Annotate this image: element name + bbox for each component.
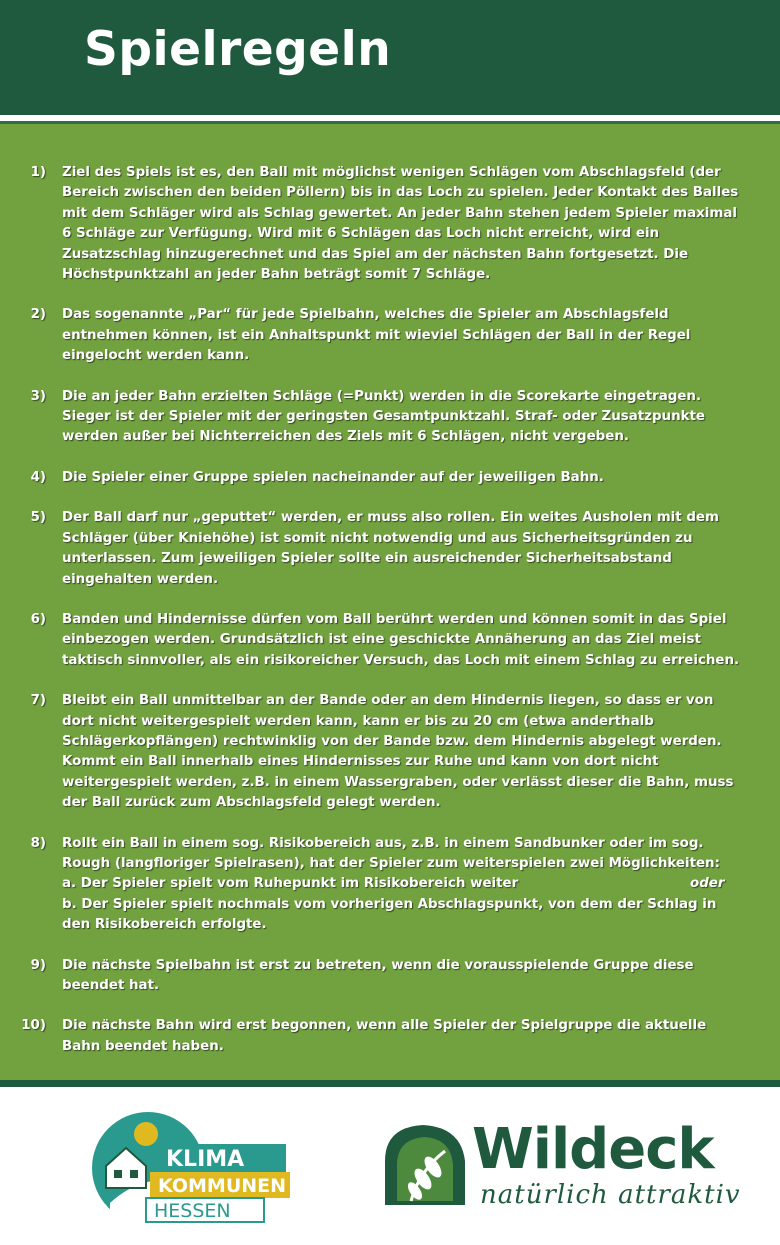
rule-text: Das sogenannte „Par“ für jede Spielbahn, welches die Spieler am Abschlagsfeld entnehmen können, ist ein Anhaltspunkt mit wieviel Schlägen der Ball in der Regel eingelocht werden kann. — [62, 307, 691, 364]
rule-text: Die nächste Spielbahn ist erst zu betreten, wenn die vorausspielende Gruppe diese beendet hat. — [62, 957, 694, 993]
rule-number: 6) — [30, 611, 46, 627]
rule-item — [0, 387, 780, 448]
rule-text: Ziel des Spiels ist es, den Ball mit möglichst wenigen Schlägen vom Abschlagsfeld (der Bereich zwischen den beiden Pöllern) bis in das Loch zu spielen. Jeder Kontakt des Balles mit dem Schläger wird als Schlag gewertet. An jeder Bahn stehen jedem Spieler maximal 6 Schläge zur Verfügung. Wird mit 6 Schlägen das Loch nicht erreicht, wird ein Zusatzschlag hinzugerechnet und das Spiel am der nächsten Bahn fortgesetzt. Die Höchstpunktzahl an jeder Bahn beträgt somit 7 Schläge. — [62, 165, 739, 283]
rule-option-a: a. Der Spieler spielt vom Ruhepunkt im Risikobereich weiter — [62, 876, 519, 892]
rule-item — [0, 1016, 780, 1057]
page-title: Spielregeln — [84, 22, 392, 77]
rule-number: 10) — [21, 1018, 46, 1034]
rule-number: 1) — [30, 165, 46, 180]
rule-item — [0, 305, 780, 366]
rule-item — [0, 610, 780, 671]
header-banner — [0, 0, 780, 115]
rule-text: Der Ball darf nur „geputtet“ werden, er muss also rollen. Ein weites Ausholen mit dem Schläger (über Kniehöhe) ist somit nicht notwendig und aus Sicherheitsgründen zu unterlassen. Zum jeweiligen Spieler sollte ein ausreichender Sicherheitsabstand eingehalten werden. — [62, 510, 719, 587]
rules-list — [0, 163, 780, 1077]
rule-option-b: b. Der Spieler spielt nochmals vom vorherigen Abschlagspunkt, von dem der Schlag in den Risikobereich erfolgte. — [62, 896, 717, 933]
rule-item — [0, 691, 780, 813]
footer-divider — [0, 1080, 780, 1087]
rule-item — [0, 834, 780, 936]
rule-text: Die an jeder Bahn erzielten Schläge (=Punkt) werden in die Scorekarte eingetragen. Sieger ist der Spieler mit der geringsten Gesamtpunktzahl. Straf- oder Zusatzpunkte werden außer bei Nichterreichen des Ziels mit 6 Schlägen, nicht vergeben. — [62, 388, 706, 445]
klima-line2: KOMMUNEN — [158, 1175, 287, 1197]
rule-text: Rollt ein Ball in einem sog. Risikobereich aus, z.B. in einem Sandbunker oder im sog. Rough (langfloriger Spielrasen), hat der Spieler zum weiterspielen zwei Möglichkeiten: — [62, 835, 720, 871]
wildeck-leaf-icon — [375, 1121, 471, 1213]
rule-number: 7) — [30, 693, 46, 709]
rule-text: Banden und Hindernisse dürfen vom Ball berührt werden und können somit in das Spiel einbezogen werden. Grundsätzlich ist eine geschickte Annäherung an das Ziel meist taktisch sinnvoller, als ein risikoreicher Versuch, das Loch mit einem Schlag zu erreichen. — [62, 611, 740, 668]
klima-line3: HESSEN — [154, 1200, 231, 1222]
rule-text: Die Spieler einer Gruppe spielen nacheinander auf der jeweiligen Bahn. — [62, 469, 604, 485]
klima-line1: KLIMA — [166, 1147, 245, 1172]
rule-option-or: oder — [690, 876, 725, 892]
rule-number: 8) — [30, 835, 46, 851]
rule-number: 9) — [30, 957, 46, 973]
wildeck-tagline: natürlich attraktiv — [480, 1180, 741, 1210]
rule-item — [0, 468, 780, 488]
rule-option-a-line — [62, 874, 748, 894]
rule-text: Bleibt ein Ball unmittelbar an der Bande oder an dem Hindernis liegen, so dass er von dort nicht weitergespielt werden kann, kann er bis zu 20 cm (etwa anderthalb Schlägerkopflängen) rechtwinklig von der Bande bzw. dem Hindernis abgelegt werden. Kommt ein Ball innerhalb eines Hindernisses zur Ruhe und kann von dort nicht weitergespielt werden, z.B. in einem Wassergraben, oder verlässt dieser die Bahn, muss der Ball zurück zum Abschlagsfeld gelegt werden. — [62, 693, 734, 811]
klima-kommunen-logo — [88, 1108, 298, 1228]
rule-number: 4) — [30, 469, 46, 485]
rule-item — [0, 956, 780, 997]
rule-number: 3) — [30, 388, 46, 404]
sun-icon — [134, 1122, 158, 1146]
wildeck-wordmark: Wildeck — [472, 1117, 714, 1182]
rule-number: 2) — [30, 307, 46, 323]
rule-text: Die nächste Bahn wird erst begonnen, wenn alle Spieler der Spielgruppe die aktuelle Bahn beendet haben. — [62, 1018, 707, 1054]
rule-number: 5) — [30, 510, 46, 526]
rule-item — [0, 163, 780, 285]
rule-item — [0, 508, 780, 590]
